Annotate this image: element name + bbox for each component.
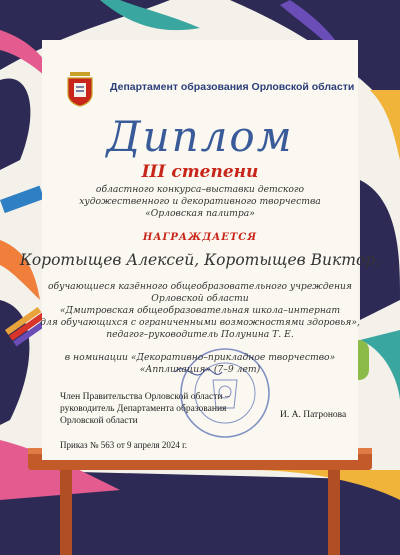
- school-line-4: для обучающихся с ограниченными возможностями здоровья»,: [40, 317, 360, 328]
- contest-line-1: областного конкурса–выставки детского: [95, 184, 305, 195]
- signatory-line-2: руководитель Департамента образования: [60, 404, 227, 414]
- signatory-name: И. А. Патронова: [280, 410, 347, 420]
- signatory-line-1: Член Правительства Орловской области –: [60, 392, 230, 402]
- degree-label: III степени: [141, 162, 259, 182]
- diploma-title: Диплом: [106, 112, 294, 161]
- contest-line-3: «Орловская палитра»: [145, 208, 255, 219]
- signatory-line-3: Орловской области: [60, 416, 138, 426]
- contest-line-2: художественного и декоративного творчества: [79, 196, 321, 207]
- coat-of-arms-icon: [60, 68, 100, 108]
- school-line-2: Орловской области: [151, 293, 249, 304]
- department-name: Департамент образования Орловской области: [110, 81, 355, 93]
- nomination-line-2: «Аппликация» (7–9 лет): [139, 364, 261, 375]
- nomination-line-1: в номинации «Декоративно–прикладное творчество»: [64, 352, 336, 363]
- awarded-label: НАГРАЖДАЕТСЯ: [142, 232, 258, 243]
- school-line-1: обучающиеся казённого общеобразовательного учреждения: [47, 281, 353, 292]
- recipients-names: Коротыщев Алексей, Коротыщев Виктор,: [19, 251, 381, 269]
- school-line-3: «Дмитровская общеобразовательная школа–интернат: [59, 305, 341, 316]
- order-number: Приказ № 563 от 9 апреля 2024 г.: [60, 440, 187, 450]
- school-line-5: педагог–руководитель Полунина Т. Е.: [106, 329, 294, 340]
